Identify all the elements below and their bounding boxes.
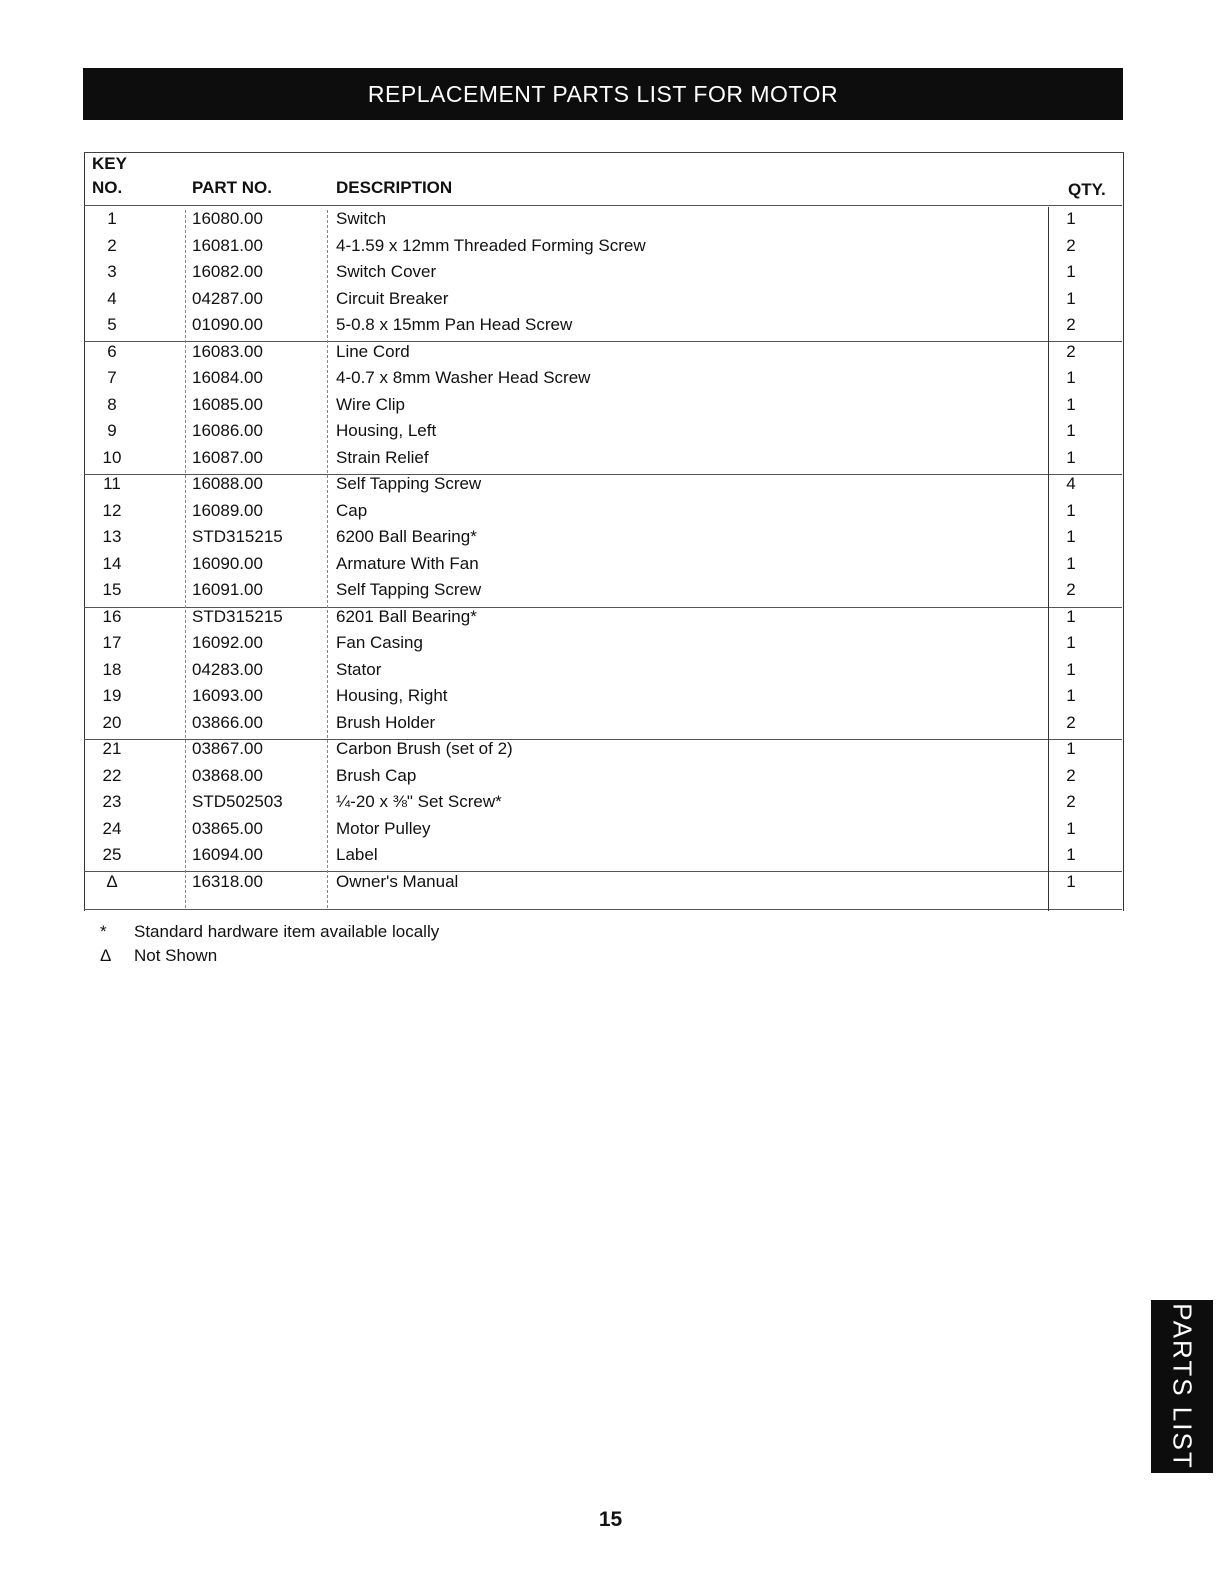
header-key-line1: KEY [92,154,127,173]
delta-symbol: Δ [100,946,112,965]
table-row [84,209,1122,235]
part-number: 16092.00 [192,633,263,652]
part-number: STD315215 [192,527,283,546]
part-description: Self Tapping Screw [336,580,482,599]
table-bottom-border [84,909,1122,910]
quantity: 1 [1066,606,1076,626]
part-number: 03866.00 [192,712,263,732]
part-description: Housing, Left [336,421,437,440]
part-number: 04287.00 [192,288,263,308]
key-number: 12 [102,500,122,520]
table-row [84,580,1122,606]
part-number: 16081.00 [192,235,263,255]
part-number: 03868.00 [192,765,263,785]
quantity: 1 [1066,421,1076,440]
key-number: 18 [102,659,122,679]
footnote-standard-hardware [100,920,439,944]
part-description: 6201 Ball Bearing* [336,606,477,626]
table-row [84,527,1122,553]
side-tab-label: PARTS LIST [1167,1303,1198,1470]
page-title: REPLACEMENT PARTS LIST FOR MOTOR [367,80,839,107]
key-number: 14 [102,553,122,573]
part-description: Motor Pulley [336,818,431,838]
part-description: Circuit Breaker [336,288,449,308]
table-row [84,289,1122,315]
key-number: 17 [102,633,122,652]
table-row [84,474,1122,500]
part-description: Housing, Right [336,686,448,705]
key-number: Δ [106,871,118,891]
part-number: 16090.00 [192,553,263,573]
part-description: Wire Clip [336,394,405,414]
part-description: Strain Relief [336,447,429,467]
table-row [84,713,1122,739]
table-row [84,766,1122,792]
key-number: 13 [102,527,122,546]
table-row [84,739,1122,765]
quantity: 1 [1066,447,1076,467]
quantity: 1 [1066,553,1076,573]
header-divider [84,205,1122,206]
header-part-no: PART NO. [192,178,272,197]
part-description: Self Tapping Screw [336,474,482,493]
part-description: Armature With Fan [336,553,479,573]
part-number: 01090.00 [192,315,263,334]
quantity: 1 [1066,633,1076,652]
part-number: 16080.00 [192,209,263,228]
part-number: 03867.00 [192,739,263,758]
table-row [84,686,1122,712]
footnote-text: Standard hardware item available locally [134,922,440,941]
quantity: 2 [1066,712,1076,732]
part-description: 4-0.7 x 8mm Washer Head Screw [336,368,591,387]
key-number: 11 [103,474,121,493]
quantity: 1 [1066,871,1076,891]
quantity: 1 [1066,686,1076,705]
key-number: 24 [102,818,122,838]
part-number: 16083.00 [192,341,263,361]
part-number: 16318.00 [192,871,263,891]
header-key-line2: NO. [92,178,123,197]
quantity: 1 [1066,262,1076,281]
part-description: Line Cord [336,341,410,361]
header-qty: QTY. [1068,180,1106,199]
part-number: 16093.00 [192,686,263,705]
quantity: 2 [1066,315,1076,334]
table-row [84,819,1122,845]
quantity: 1 [1066,527,1076,546]
quantity: 2 [1066,235,1076,255]
part-description: Cap [336,500,368,520]
table-row [84,660,1122,686]
side-section-tab [1151,1300,1213,1473]
key-number: 7 [107,368,117,387]
table-row [84,368,1122,394]
quantity: 1 [1066,368,1076,387]
key-number: 9 [107,421,117,440]
key-number: 21 [102,739,122,758]
part-number: 16084.00 [192,368,263,387]
page-title-banner [83,68,1123,120]
footnote-not-shown [100,944,439,968]
table-row [84,872,1122,898]
key-number: 23 [102,792,122,811]
part-description: ¼-20 x ⅜" Set Screw* [336,792,502,811]
quantity: 1 [1066,845,1076,864]
key-number: 8 [107,394,117,414]
quantity: 1 [1066,394,1076,414]
table-row [84,501,1122,527]
part-number: STD502503 [192,792,283,811]
key-number: 22 [102,765,122,785]
part-description: 6200 Ball Bearing* [336,527,477,546]
part-description: 4-1.59 x 12mm Threaded Forming Screw [336,235,646,255]
quantity: 2 [1066,580,1076,599]
key-number: 10 [102,447,122,467]
table-row [84,448,1122,474]
table-row [84,342,1122,368]
part-number: 03865.00 [192,818,263,838]
part-number: 16085.00 [192,394,263,414]
part-description: Owner's Manual [336,871,459,891]
part-description: Fan Casing [336,633,423,652]
quantity: 1 [1066,659,1076,679]
quantity: 2 [1066,341,1076,361]
part-description: Switch Cover [336,262,437,281]
quantity: 1 [1066,500,1076,520]
header-description: DESCRIPTION [336,178,453,197]
part-description: Stator [336,659,382,679]
table-row [84,315,1122,341]
part-description: 5-0.8 x 15mm Pan Head Screw [336,315,573,334]
part-description: Carbon Brush (set of 2) [336,739,513,758]
key-number: 25 [102,845,122,864]
table-row [84,792,1122,818]
key-number: 15 [102,580,122,599]
page-number: 15 [598,1508,623,1531]
quantity: 1 [1066,739,1076,758]
key-number: 19 [102,686,122,705]
quantity: 1 [1066,818,1076,838]
quantity: 4 [1066,474,1076,493]
quantity: 2 [1066,792,1076,811]
key-number: 20 [102,712,122,732]
part-number: 16091.00 [192,580,263,599]
quantity: 2 [1066,765,1076,785]
table-row [84,395,1122,421]
key-number: 5 [107,315,117,334]
part-number: 16082.00 [192,262,263,281]
table-row [84,633,1122,659]
part-number: 16087.00 [192,447,263,467]
part-number: 16086.00 [192,421,263,440]
part-description: Switch [336,209,387,228]
part-description: Label [336,845,378,864]
key-number: 2 [107,235,117,255]
part-description: Brush Cap [336,765,417,785]
table-row [84,554,1122,580]
asterisk-symbol: * [100,922,107,941]
part-number: 04283.00 [192,659,263,679]
part-description: Brush Holder [336,712,436,732]
part-number: 16094.00 [192,845,263,864]
footnotes [100,920,439,968]
table-row [84,607,1122,633]
part-number: 16089.00 [192,500,263,520]
quantity: 1 [1066,288,1076,308]
key-number: 1 [107,209,117,228]
key-number: 6 [107,341,117,361]
key-number: 4 [107,288,117,308]
key-number: 16 [102,606,122,626]
table-row [84,262,1122,288]
part-number: STD315215 [192,606,283,626]
footnote-text: Not Shown [134,946,218,965]
table-row [84,421,1122,447]
part-number: 16088.00 [192,474,263,493]
table-row [84,845,1122,871]
key-number: 3 [107,262,117,281]
table-row [84,236,1122,262]
quantity: 1 [1066,209,1076,228]
